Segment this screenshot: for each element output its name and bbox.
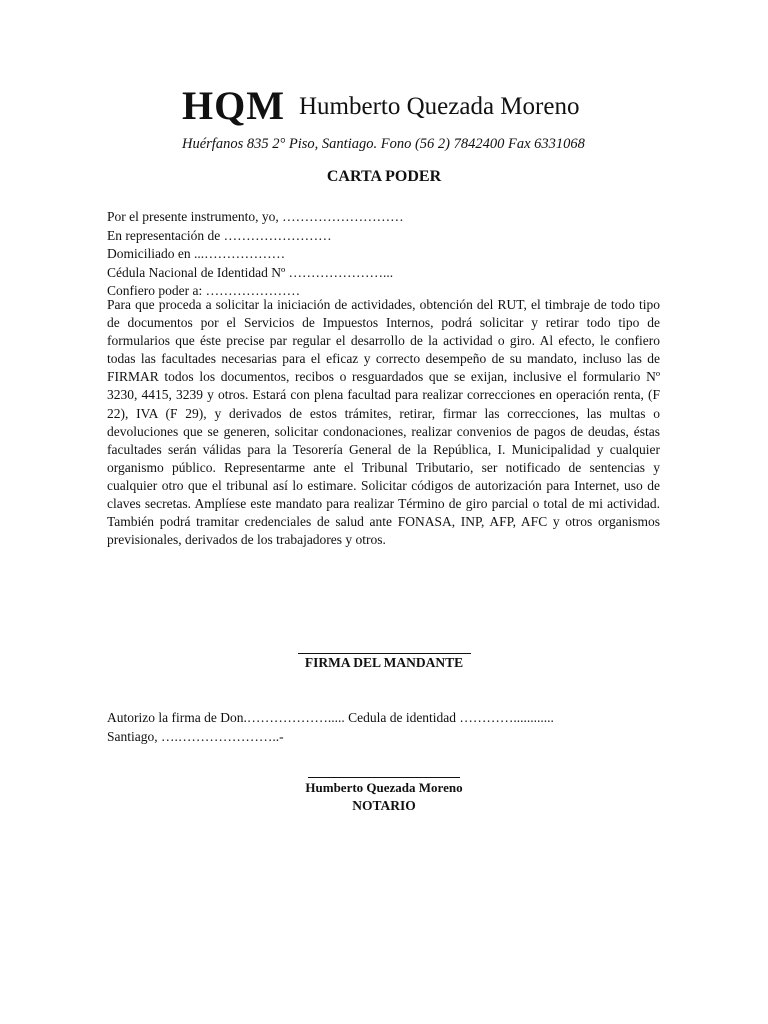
letterhead-logo-row [182, 84, 602, 126]
authorization-line-place: Santiago, ….…………………..- [107, 729, 284, 744]
declarant-fields [107, 208, 662, 301]
letterhead-address: Huérfanos 835 2° Piso, Santiago. Fono (56 2) 7842400 Fax 6331068 [182, 136, 585, 152]
authorization-line-signature: Autorizo la firma de Don.………………..... Cedula de identidad …………............ [107, 710, 554, 725]
field-representation: En representación de …………………… [107, 227, 332, 243]
mandante-signature-line [298, 653, 471, 654]
letterhead [182, 84, 602, 153]
field-domicile: Domiciliado en ...……………… [107, 246, 286, 261]
field-instrument: Por el presente instrumento, yo, ……………………… [107, 209, 404, 224]
notary-role: NOTARIO [352, 798, 416, 813]
mandante-signature-label: FIRMA DEL MANDANTE [304, 655, 464, 670]
letterhead-name: Humberto Quezada Moreno [298, 93, 580, 120]
notary-signature-line [308, 777, 460, 778]
notary-name: Humberto Quezada Moreno [305, 780, 463, 795]
hqm-logo: HQM [182, 83, 285, 128]
field-grantee: Confiero poder a: ………………… [107, 283, 301, 298]
field-id-number: Cédula Nacional de Identidad Nº …………………... [107, 264, 394, 280]
power-of-attorney-body: Para que proceda a solicitar la iniciación de actividades, obtención del RUT, el timbraje de todo tipo de documentos por el Servicios de Impuestos Internos, podrá solicitar y retirar todo tipo de formularios que éste precise par regular el desarrollo de la actividad o giro. Al efecto, le confiero todas las facultades necesarias para el eficaz y correcto desempeño de su mandato, incluso las de FIRMAR todos los documentos, recibos o resguardados que se exijan, inclusive el formulario Nº 3230, 4415, 3239 y otros. Estará con plena facultad para realizar correcciones en operación renta, (F 22), IVA (F 29), y derivados de estos trámites, retirar, firmar las correcciones, las multas o devoluciones que se generen, solicitar condonaciones, realizar convenios de pagos de deudas, éstas facultades serán válidas para la Tesorería General de la República, I. Municipalidad y cualquier organismo público. Representarme ante el Tribunal Tributario, ser notificado de sentencias y cualquier otro que el tribunal así lo estimare. Solicitar códigos de autorización para Internet, uso de claves secretas. Amplíese este mandato para realizar Término de giro parcial o total de mi actividad. También podrá tramitar credenciales de salud ante FONASA, INP, AFP, AFC y otros organismos previsionales, derivados de los trabajadores y otros. [107, 297, 660, 548]
document-title: CARTA PODER [326, 168, 442, 185]
authorization-block [107, 708, 667, 746]
